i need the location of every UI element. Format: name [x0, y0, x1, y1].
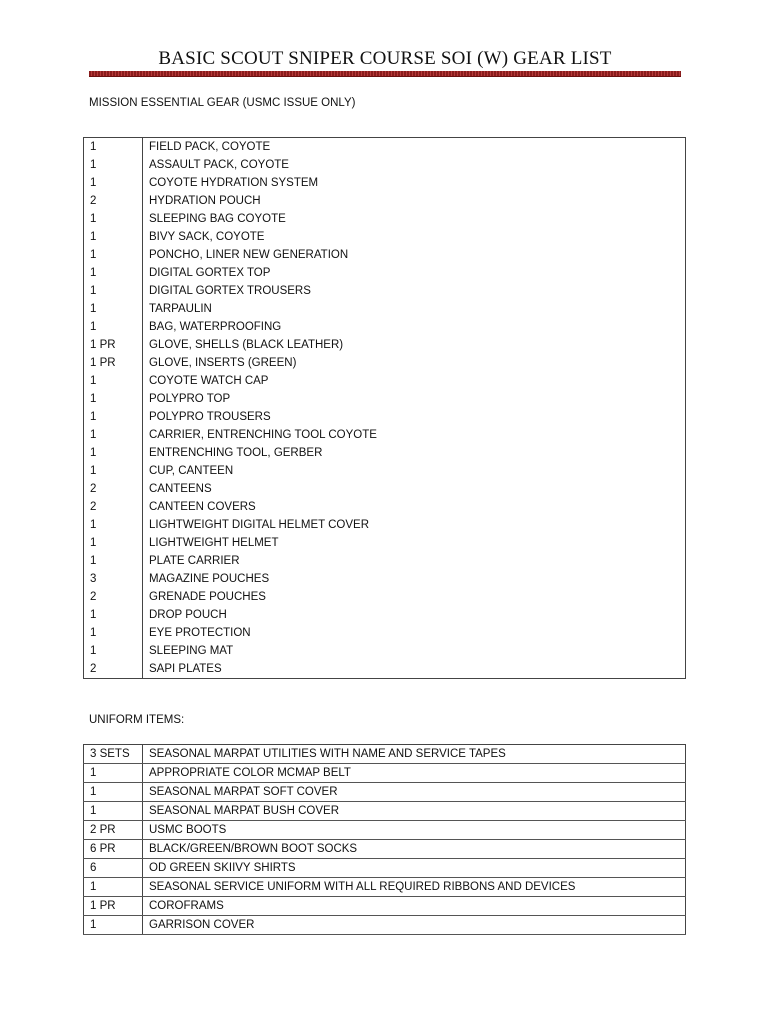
table-row	[84, 660, 686, 679]
quantity-cell: 6	[84, 859, 143, 878]
item-cell: SEASONAL MARPAT UTILITIES WITH NAME AND SERVICE TAPES	[143, 745, 686, 764]
quantity-cell: 1	[84, 516, 143, 534]
table-row	[84, 606, 686, 624]
quantity-cell: 1	[84, 264, 143, 282]
mission-essential-gear-table	[83, 137, 686, 679]
table-row	[84, 745, 686, 764]
quantity-cell: 1	[84, 802, 143, 821]
item-cell: SEASONAL MARPAT BUSH COVER	[143, 802, 686, 821]
table-row	[84, 642, 686, 660]
table-row	[84, 390, 686, 408]
table-row	[84, 156, 686, 174]
table-row	[84, 552, 686, 570]
table-row	[84, 174, 686, 192]
item-cell: BAG, WATERPROOFING	[143, 318, 686, 336]
quantity-cell: 1	[84, 878, 143, 897]
quantity-cell: 1	[84, 156, 143, 174]
item-cell: TARPAULIN	[143, 300, 686, 318]
quantity-cell: 1	[84, 282, 143, 300]
quantity-cell: 1	[84, 372, 143, 390]
quantity-cell: 1	[84, 444, 143, 462]
item-cell: COYOTE WATCH CAP	[143, 372, 686, 390]
quantity-cell: 1 PR	[84, 897, 143, 916]
quantity-cell: 1	[84, 642, 143, 660]
quantity-cell: 1	[84, 534, 143, 552]
uniform-items-heading: UNIFORM ITEMS:	[89, 714, 185, 726]
item-cell: BLACK/GREEN/BROWN BOOT SOCKS	[143, 840, 686, 859]
table-row	[84, 897, 686, 916]
table-row	[84, 878, 686, 897]
item-cell: COYOTE HYDRATION SYSTEM	[143, 174, 686, 192]
table-row	[84, 534, 686, 552]
quantity-cell: 1	[84, 606, 143, 624]
item-cell: MAGAZINE POUCHES	[143, 570, 686, 588]
quantity-cell: 2	[84, 660, 143, 679]
quantity-cell: 6 PR	[84, 840, 143, 859]
table-row	[84, 516, 686, 534]
item-cell: DIGITAL GORTEX TROUSERS	[143, 282, 686, 300]
quantity-cell: 1 PR	[84, 336, 143, 354]
table-row	[84, 444, 686, 462]
table-row	[84, 354, 686, 372]
mission-essential-gear-heading: MISSION ESSENTIAL GEAR (USMC ISSUE ONLY)	[89, 97, 356, 109]
item-cell: FIELD PACK, COYOTE	[143, 138, 686, 157]
quantity-cell: 2	[84, 588, 143, 606]
table-row	[84, 588, 686, 606]
item-cell: COROFRAMS	[143, 897, 686, 916]
table-row	[84, 372, 686, 390]
table-row	[84, 282, 686, 300]
item-cell: LIGHTWEIGHT DIGITAL HELMET COVER	[143, 516, 686, 534]
table-row	[84, 192, 686, 210]
item-cell: SEASONAL MARPAT SOFT COVER	[143, 783, 686, 802]
item-cell: CANTEENS	[143, 480, 686, 498]
quantity-cell: 3	[84, 570, 143, 588]
table-row	[84, 318, 686, 336]
item-cell: POLYPRO TOP	[143, 390, 686, 408]
table-row	[84, 426, 686, 444]
quantity-cell: 1	[84, 408, 143, 426]
quantity-cell: 1	[84, 624, 143, 642]
title-underline	[89, 71, 681, 77]
item-cell: SEASONAL SERVICE UNIFORM WITH ALL REQUIRED RIBBONS AND DEVICES	[143, 878, 686, 897]
quantity-cell: 2	[84, 480, 143, 498]
table-row	[84, 840, 686, 859]
item-cell: HYDRATION POUCH	[143, 192, 686, 210]
uniform-items-table	[83, 744, 686, 935]
table-row	[84, 336, 686, 354]
item-cell: PONCHO, LINER NEW GENERATION	[143, 246, 686, 264]
quantity-cell: 1	[84, 138, 143, 157]
item-cell: SAPI PLATES	[143, 660, 686, 679]
item-cell: CANTEEN COVERS	[143, 498, 686, 516]
quantity-cell: 2	[84, 498, 143, 516]
item-cell: PLATE CARRIER	[143, 552, 686, 570]
item-cell: SLEEPING BAG COYOTE	[143, 210, 686, 228]
item-cell: GARRISON COVER	[143, 916, 686, 935]
table-row	[84, 300, 686, 318]
quantity-cell: 1	[84, 764, 143, 783]
item-cell: ENTRENCHING TOOL, GERBER	[143, 444, 686, 462]
table-row	[84, 802, 686, 821]
table-row	[84, 764, 686, 783]
table-row	[84, 480, 686, 498]
quantity-cell: 1	[84, 462, 143, 480]
item-cell: APPROPRIATE COLOR MCMAP BELT	[143, 764, 686, 783]
item-cell: ASSAULT PACK, COYOTE	[143, 156, 686, 174]
table-row	[84, 498, 686, 516]
item-cell: EYE PROTECTION	[143, 624, 686, 642]
table-row	[84, 210, 686, 228]
quantity-cell: 1	[84, 916, 143, 935]
item-cell: DROP POUCH	[143, 606, 686, 624]
item-cell: CARRIER, ENTRENCHING TOOL COYOTE	[143, 426, 686, 444]
table-row	[84, 264, 686, 282]
item-cell: GRENADE POUCHES	[143, 588, 686, 606]
document-title: BASIC SCOUT SNIPER COURSE SOI (W) GEAR LIST	[158, 48, 612, 69]
table-row	[84, 916, 686, 935]
quantity-cell: 1	[84, 300, 143, 318]
quantity-cell: 1	[84, 174, 143, 192]
table-row	[84, 462, 686, 480]
item-cell: SLEEPING MAT	[143, 642, 686, 660]
quantity-cell: 1	[84, 228, 143, 246]
table-row	[84, 138, 686, 157]
quantity-cell: 1 PR	[84, 354, 143, 372]
quantity-cell: 1	[84, 552, 143, 570]
quantity-cell: 2	[84, 192, 143, 210]
item-cell: GLOVE, SHELLS (BLACK LEATHER)	[143, 336, 686, 354]
item-cell: LIGHTWEIGHT HELMET	[143, 534, 686, 552]
table-row	[84, 859, 686, 878]
table-row	[84, 821, 686, 840]
quantity-cell: 1	[84, 426, 143, 444]
table-row	[84, 570, 686, 588]
item-cell: OD GREEN SKIIVY SHIRTS	[143, 859, 686, 878]
item-cell: CUP, CANTEEN	[143, 462, 686, 480]
table-row	[84, 246, 686, 264]
quantity-cell: 1	[84, 210, 143, 228]
item-cell: USMC BOOTS	[143, 821, 686, 840]
quantity-cell: 2 PR	[84, 821, 143, 840]
table-row	[84, 783, 686, 802]
table-row	[84, 228, 686, 246]
item-cell: BIVY SACK, COYOTE	[143, 228, 686, 246]
quantity-cell: 1	[84, 318, 143, 336]
table-row	[84, 408, 686, 426]
quantity-cell: 1	[84, 390, 143, 408]
quantity-cell: 1	[84, 246, 143, 264]
table-row	[84, 624, 686, 642]
quantity-cell: 3 SETS	[84, 745, 143, 764]
item-cell: GLOVE, INSERTS (GREEN)	[143, 354, 686, 372]
item-cell: DIGITAL GORTEX TOP	[143, 264, 686, 282]
item-cell: POLYPRO TROUSERS	[143, 408, 686, 426]
quantity-cell: 1	[84, 783, 143, 802]
